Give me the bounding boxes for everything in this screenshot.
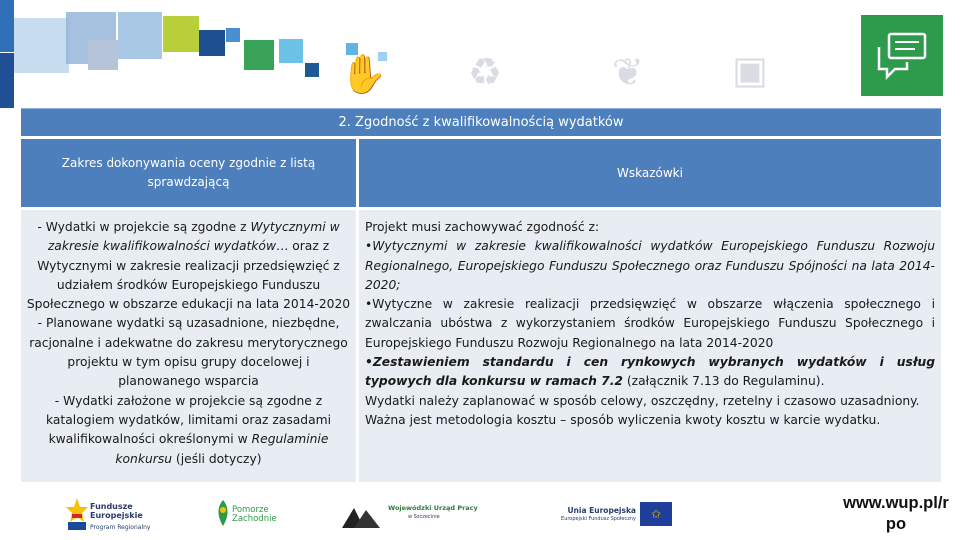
hints-paragraph: Wydatki należy zaplanować w sposób celowy, oszczędny, rzetelny i czasowo uzasadniony.: [365, 393, 920, 408]
table-title-bar: [21, 108, 941, 136]
header-scope: [21, 139, 356, 207]
scope-cell: [21, 210, 356, 482]
tram-icon: ▣: [732, 48, 768, 92]
deco-square: [305, 63, 319, 77]
hints-item-rest: (załącznik 7.13 do Regulaminu).: [622, 374, 825, 389]
scope-paragraph: [25, 392, 352, 469]
scope-text: (jeśli dotyczy): [172, 451, 262, 466]
table-title: 2. Zgodność z kwalifikowalnością wydatków: [338, 115, 624, 130]
pomorze-line1: Pomorze: [232, 505, 269, 515]
scope-paragraph: - Planowane wydatki są uzasadnione, niezbędne, racjonalne i adekwatne do zakresu merytorycznego projektu w tym opisu grupy docelowej i planowanego wsparcia: [29, 316, 348, 389]
ue-line1: Unia Europejska: [567, 506, 636, 515]
header-hints-text: Wskazówki: [617, 165, 683, 180]
pomorze-leaf-icon: [216, 500, 230, 526]
deco-square: [0, 53, 14, 108]
deco-square: [279, 39, 303, 63]
ue-line2: Europejski Fundusz Społeczny: [561, 516, 636, 522]
deco-square: [88, 40, 118, 70]
deco-square: [226, 28, 240, 42]
hints-item: [365, 237, 935, 295]
scope-text: - Wydatki założone w projekcie są zgodne z katalogiem wydatków, limitami oraz zasadami kwalifikowalności określonymi w: [45, 393, 332, 447]
wup-building-icon: [340, 502, 382, 528]
leaf-icon: ❦: [612, 50, 644, 94]
chat-icon: [875, 31, 929, 81]
deco-square: [14, 18, 69, 73]
fe-line1: Fundusze: [90, 502, 133, 511]
eu-flag-icon: ✩: [640, 502, 672, 526]
wup-line2: w Szczecinie: [408, 514, 440, 520]
deco-square: [0, 0, 14, 52]
fe-star-icon: [66, 496, 88, 530]
deco-square: [244, 40, 274, 70]
header-scope-text: Zakres dokonywania oceny zgodnie z listą sprawdzającą: [61, 156, 316, 189]
hints-item-italic: •Wytycznymi w zakresie kwalifikowalności wydatków Europejskiego Funduszu Rozwoju Regionalnego, Europejskiego Funduszu Społecznego oraz Funduszu Spójności na lata 2014-2020;: [365, 239, 935, 292]
scope-text: … oraz z Wytycznymi w zakresie realizacji przedsięwzięć z udziałem środków Europejskiego Funduszu Społecznego w obszarze edukacji na lata 2014-2020: [26, 239, 351, 312]
pomorze-line2: Zachodnie: [232, 514, 277, 524]
website-url: www.wup.pl/r po: [832, 493, 960, 540]
hand-icon: ✋: [340, 52, 388, 96]
hints-paragraph: Ważna jest metodologia kosztu – sposób wyliczenia kwoty kosztu w karcie wydatku.: [365, 412, 881, 427]
fe-line3: Program Regionalny: [90, 524, 151, 531]
deco-square: [118, 12, 162, 59]
chat-icon-box: [861, 15, 943, 96]
deco-square: [163, 16, 199, 52]
hints-item: [365, 353, 935, 392]
wup-line1: Wojewódzki Urząd Pracy: [388, 504, 478, 512]
header-hints: [359, 139, 941, 207]
scope-italic: Regulaminie konkursu: [115, 432, 329, 466]
scope-text: - Wydatki w projekcie są zgodne z: [37, 220, 251, 234]
hints-intro: Projekt musi zachowywać zgodność z:: [365, 220, 600, 234]
scope-italic: Wytycznymi w zakresie kwalifikowalności wydatków: [47, 220, 340, 254]
fe-line2: Europejskie: [90, 511, 143, 520]
deco-square: [199, 30, 225, 56]
hints-item: •Wytyczne w zakresie realizacji przedsięwzięć w obszarze włączenia społecznego i zwalczania ubóstwa z wykorzystaniem środków Europejskiego Funduszu Społecznego i Europejskiego Funduszu Rozwoju Regionalnego na lata 2014-2020: [365, 297, 935, 350]
hints-cell: [359, 210, 941, 482]
recycle-icon: ♻: [468, 50, 503, 94]
hints-item-bold: •Zestawieniem standardu i cen rynkowych wybranych wydatków i usług typowych dla konkursu w ramach 7.2: [365, 355, 935, 389]
logo-strip: [0, 486, 960, 540]
scope-paragraph: [25, 218, 352, 314]
